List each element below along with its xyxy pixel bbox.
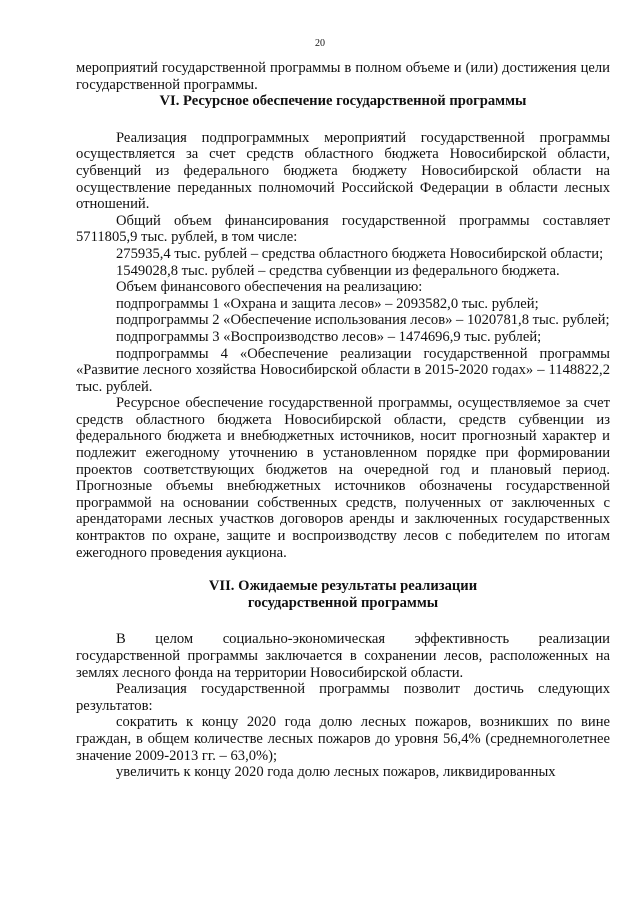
section-6-heading: VI. Ресурсное обеспечение государственной программы xyxy=(159,93,527,110)
section-6-paragraph: 275935,4 тыс. рублей – средства областного бюджета Новосибирской области; xyxy=(116,245,604,262)
section-6-paragraph: подпрограммы 4 «Обеспечение реализации государственной программы «Развитие лесного хозяйства Новосибирской области в 2015-2020 годах» – 1148822,2 тыс. рублей. xyxy=(76,345,610,395)
section-7-paragraph: В целом социально-экономическая эффективность реализации государственной программы заключается в сохранении лесов, расположенных на землях лесного фонда на территории Новосибирской области. xyxy=(76,631,610,681)
section-6-paragraph: 1549028,8 тыс. рублей – средства субвенции из федерального бюджета. xyxy=(116,262,560,279)
section-6-paragraph: подпрограммы 1 «Охрана и защита лесов» – 2093582,0 тыс. рублей; xyxy=(116,295,539,312)
section-7-heading-line: VII. Ожидаемые результаты реализации xyxy=(208,578,478,595)
paragraph-continuation: мероприятий государственной программы в полном объеме и (или) достижения цели государственной программы. xyxy=(76,60,610,93)
section-6-paragraph: Общий объем финансирования государственной программы составляет 5711805,9 тыс. рублей, в том числе: xyxy=(76,212,610,246)
section-6-paragraph: Объем финансового обеспечения на реализацию: xyxy=(116,279,423,296)
section-6-paragraph: Ресурсное обеспечение государственной программы, осуществляемое за счет средств областного бюджета Новосибирской области, средств субвенции из федерального бюджета и внебюджетных источников, носит прогнозный характер и подлежит ежегодному уточнению в установленном порядке при формировании проектов соответствующих бюджетов на очередной год и плановый период. Прогнозные объемы внебюджетных источников обозначены государственной программой на основании собственных средств, полученных от заключенных с арендаторами лесных участков договоров аренды и заключенных государственных контрактов по охране, защите и воспроизводству лесов с победителем по итогам ежегодного проведения аукциона. xyxy=(76,395,610,561)
section-7-heading xyxy=(76,578,610,611)
section-7-paragraph: увеличить к концу 2020 года долю лесных пожаров, ликвидированных xyxy=(116,764,556,781)
section-7-paragraph: Реализация государственной программы позволит достичь следующих результатов: xyxy=(76,681,610,714)
section-7-paragraph: сократить к концу 2020 года долю лесных пожаров, возникших по вине граждан, в общем количестве лесных пожаров до уровня 56,4% (среднемноголетнее значение 2009-2013 гг. – 63,0%); xyxy=(76,714,610,764)
page-number: 20 xyxy=(315,38,325,49)
section-7-heading-line: государственной программы xyxy=(247,594,439,611)
page-body xyxy=(76,60,610,781)
section-6-paragraph: Реализация подпрограммных мероприятий государственной программы осуществляется за счет средств областного бюджета Новосибирской области, субвенций из федерального бюджета бюджету Новосибирской области на осуществление переданных полномочий Российской Федерации в области лесных отношений. xyxy=(76,129,610,213)
section-6-paragraph: подпрограммы 2 «Обеспечение использования лесов» – 1020781,8 тыс. рублей; xyxy=(116,312,610,329)
section-6-paragraph: подпрограммы 3 «Воспроизводство лесов» – 1474696,9 тыс. рублей; xyxy=(116,328,542,345)
